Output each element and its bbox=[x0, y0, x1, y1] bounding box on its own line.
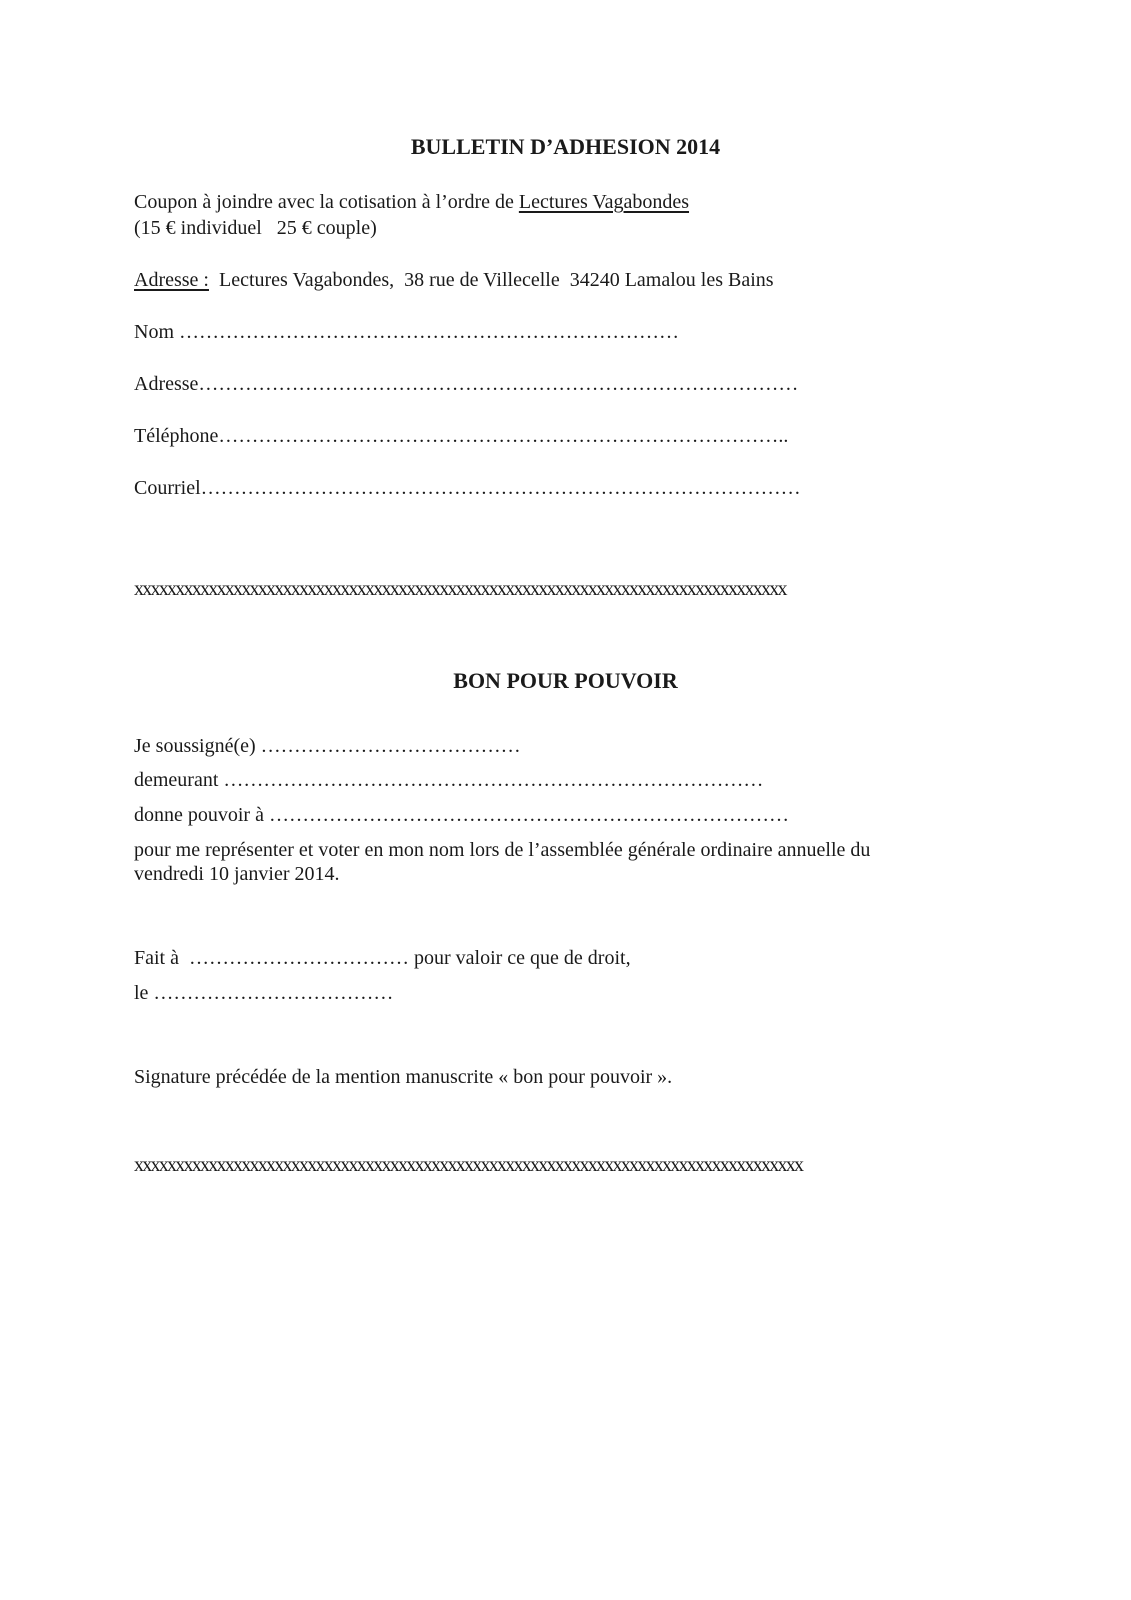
separator-line-1: xxxxxxxxxxxxxxxxxxxxxxxxxxxxxxxxxxxxxxxxxxxxxxxxxxxxxxxxxxxxxxxxxxxxxxxxxxxxxxx bbox=[134, 578, 786, 600]
pouvoir-text-1: pour me représenter et voter en mon nom lors de l’assemblée générale ordinaire annuelle du bbox=[134, 839, 871, 861]
field-courriel: Courriel……………………………………………………………………………… bbox=[134, 477, 801, 499]
field-nom: Nom ………………………………………………………………… bbox=[134, 321, 679, 343]
signature-mention: Signature précédée de la mention manuscrite « bon pour pouvoir ». bbox=[134, 1066, 673, 1088]
address-line bbox=[134, 268, 774, 292]
coupon-prefix: Coupon à joindre avec la cotisation à l’ordre de bbox=[134, 191, 519, 213]
pouvoir-text-2: vendredi 10 janvier 2014. bbox=[134, 863, 340, 885]
field-donne-pouvoir: donne pouvoir à …………………………………………………………………… bbox=[134, 804, 789, 826]
adhesion-title: BULLETIN D’ADHESION 2014 bbox=[410, 134, 721, 159]
address-value: Lectures Vagabondes, 38 rue de Villecelle 34240 Lamalou les Bains bbox=[208, 269, 774, 291]
field-soussigne: Je soussigné(e) ………………………………… bbox=[134, 735, 521, 757]
field-telephone: Téléphone………………………………………………………………………….. bbox=[134, 425, 789, 447]
fees-line: (15 € individuel 25 € couple) bbox=[134, 217, 377, 239]
field-fait-a: Fait à …………………………… pour valoir ce que de droit, bbox=[134, 947, 631, 969]
coupon-line bbox=[134, 190, 689, 214]
pouvoir-title: BON POUR POUVOIR bbox=[453, 668, 678, 693]
coupon-org: Lectures Vagabondes bbox=[518, 191, 690, 213]
field-adresse: Adresse……………………………………………………………………………… bbox=[134, 373, 799, 395]
address-label: Adresse : bbox=[134, 269, 209, 291]
separator-line-2: xxxxxxxxxxxxxxxxxxxxxxxxxxxxxxxxxxxxxxxxxxxxxxxxxxxxxxxxxxxxxxxxxxxxxxxxxxxxxxxxx bbox=[134, 1154, 803, 1176]
field-demeurant: demeurant ……………………………………………………………………… bbox=[134, 769, 764, 791]
field-le: le ……………………………… bbox=[134, 982, 394, 1004]
